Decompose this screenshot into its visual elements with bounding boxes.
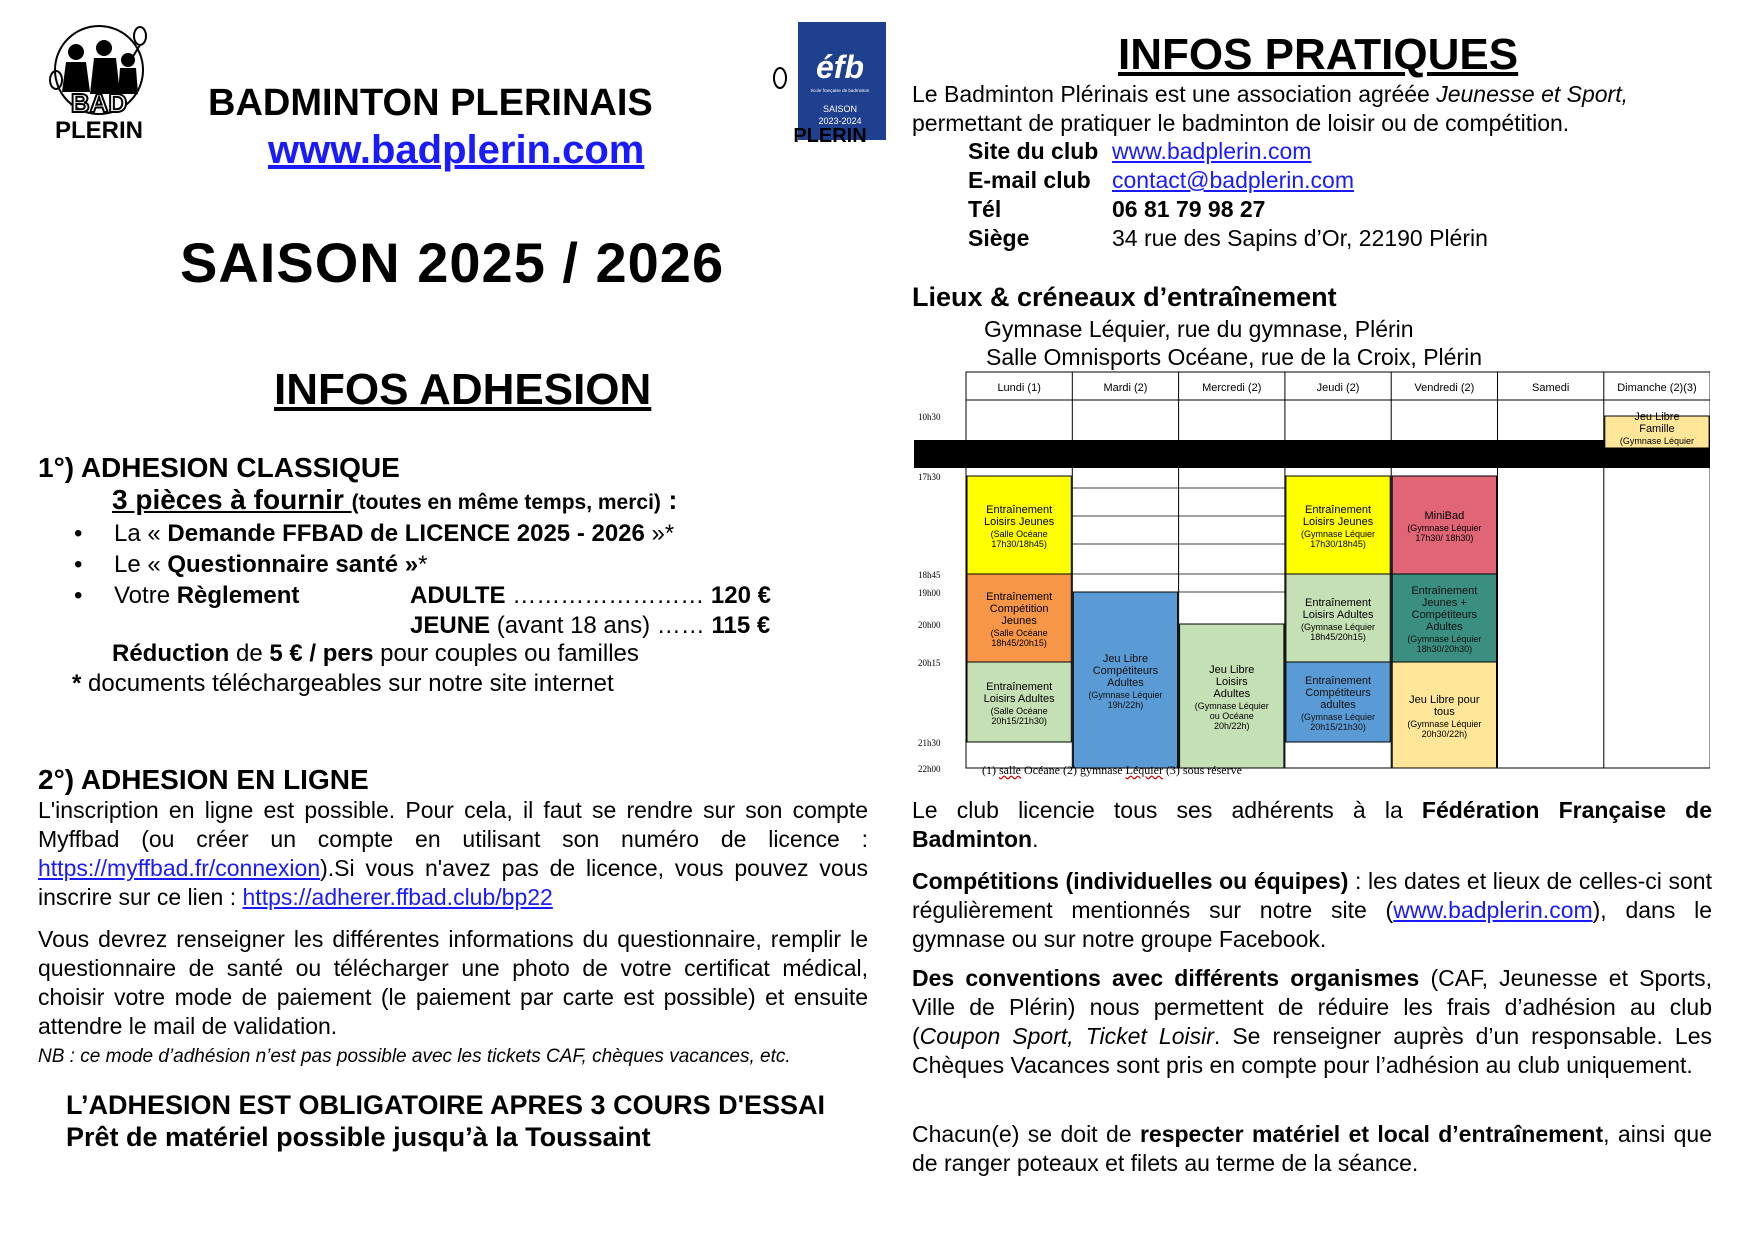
block-title: tous bbox=[1433, 706, 1455, 718]
time-label: 18h45 bbox=[918, 570, 941, 580]
block-detail: ou Océane bbox=[1209, 711, 1254, 721]
licence-text-c: . bbox=[1032, 826, 1039, 852]
block-title: Adultes bbox=[1213, 688, 1251, 700]
nb-note: NB : ce mode d’adhésion n’est pas possible avec les tickets CAF, chèques vacances, etc. bbox=[38, 1046, 791, 1067]
block-detail: 10h30/12h) bbox=[1634, 446, 1680, 456]
contact-label-siege: Siège bbox=[968, 225, 1030, 251]
bullet-dot: • bbox=[74, 551, 83, 578]
block-title: Jeu Libre bbox=[1209, 664, 1255, 676]
block-title: Loisirs Jeunes bbox=[983, 516, 1055, 528]
pieces-colon: : bbox=[660, 485, 678, 515]
block-detail: (Gymnase Léquier bbox=[1301, 622, 1376, 632]
licence-text-a: Le club licencie tous ses adhérents à la bbox=[912, 797, 1422, 823]
block-title: Loisirs bbox=[1215, 676, 1248, 688]
block-detail: (Gymnase Léquier bbox=[1301, 712, 1376, 722]
block-detail: (Gymnase Léquier bbox=[1619, 436, 1694, 446]
legend-b: Océane (2) gymnase bbox=[1021, 763, 1126, 777]
bullet-questionnaire-text bbox=[114, 551, 427, 579]
day-header: Jeudi (2) bbox=[1316, 382, 1360, 394]
block-detail: 17h30/ 18h30) bbox=[1415, 533, 1474, 543]
time-label: 22h00 bbox=[918, 764, 941, 774]
bullet-licence-text bbox=[114, 520, 674, 548]
licence-paragraph bbox=[912, 796, 1712, 854]
salle-oceane: Salle Omnisports Océane, rue de la Croix, Plérin bbox=[986, 344, 1482, 370]
block-detail: (Gymnase Léquier bbox=[1407, 523, 1482, 533]
bullet-questionnaire bbox=[74, 551, 428, 579]
price-adulte-dots: …………………… bbox=[505, 582, 711, 609]
intro-text-b: permettant de pratiquer le badminton de loisir ou de compétition. bbox=[912, 110, 1570, 136]
intro-italic: Jeunesse et Sport, bbox=[1436, 81, 1629, 107]
logo-plerin-text: PLERIN bbox=[54, 117, 144, 144]
adhesion-en-ligne-heading: 2°) ADHESION EN LIGNE bbox=[38, 764, 369, 795]
block-detail: 20h15/21h30) bbox=[991, 716, 1047, 726]
day-header: Samedi bbox=[1532, 382, 1570, 394]
bullet-post: »* bbox=[644, 520, 675, 547]
respect-text-a: Chacun(e) se doit de bbox=[912, 1121, 1140, 1147]
efb-brand-text: éfb bbox=[816, 49, 864, 85]
reduction-label: Réduction bbox=[112, 640, 230, 667]
block-title: Compétition bbox=[989, 603, 1049, 615]
day-header: Mercredi (2) bbox=[1202, 382, 1262, 394]
pieces-note: (toutes en même temps, merci) bbox=[351, 491, 661, 514]
block-detail: 20h15/21h30) bbox=[1310, 722, 1366, 732]
club-title: BADMINTON PLERINAIS bbox=[208, 82, 653, 124]
closed-band bbox=[914, 440, 1710, 468]
block-title: Jeunes + bbox=[1421, 597, 1467, 609]
bullet-pre: La « bbox=[114, 520, 168, 547]
season-title: SAISON 2025 / 2026 bbox=[180, 231, 725, 294]
reglement-pre: Votre bbox=[114, 582, 177, 609]
block-detail: 17h30/18h45) bbox=[1310, 539, 1366, 549]
contact-label-site: Site du club bbox=[968, 138, 1099, 164]
price-adulte-label: ADULTE bbox=[410, 582, 506, 609]
block-detail: (Gymnase Léquier bbox=[1407, 634, 1482, 644]
block-detail: 17h30/18h45) bbox=[991, 539, 1047, 549]
respect-bold: respecter matériel et local d’entraînement bbox=[1139, 1121, 1604, 1147]
infos-pratiques-heading: INFOS PRATIQUES bbox=[1118, 30, 1519, 79]
conventions-paragraph bbox=[912, 964, 1712, 1080]
block-title: Loisirs Adultes bbox=[1302, 609, 1374, 621]
pret-materiel-notice: Prêt de matériel possible jusqu’à la Toussaint bbox=[66, 1122, 651, 1152]
block-detail: 20h30/22h) bbox=[1421, 729, 1468, 739]
contact-label-tel: Tél bbox=[968, 196, 1002, 222]
block-detail: (Gymnase Léquier bbox=[1301, 529, 1376, 539]
bullet-post: * bbox=[418, 551, 428, 578]
infos-adhesion-heading: INFOS ADHESION bbox=[274, 365, 652, 414]
price-jeune-value: 115 € bbox=[711, 612, 771, 639]
competitions-text-a: : les dates et lieux de celles-ci sont régulièrement mentionnés sur notre site ( bbox=[912, 868, 1712, 923]
block-detail: (Gymnase Léquier bbox=[1194, 701, 1269, 711]
efb-logo bbox=[768, 20, 888, 144]
efb-plerin-text: PLERIN bbox=[793, 125, 867, 144]
block-title: Jeu Libre bbox=[1634, 411, 1680, 423]
reglement-label bbox=[114, 582, 299, 610]
block-title: Jeunes bbox=[1001, 615, 1037, 627]
block-title: Famille bbox=[1639, 423, 1675, 435]
block-title: Entraînement bbox=[1411, 585, 1478, 597]
conventions-italic: Coupon Sport, Ticket Loisir bbox=[919, 1023, 1214, 1049]
legend-a: (1) bbox=[982, 763, 999, 777]
schedule-legend bbox=[982, 763, 1242, 778]
myffbad-link[interactable]: https://myffbad.fr/connexion bbox=[38, 855, 321, 881]
time-label: 20h15 bbox=[918, 658, 941, 668]
block-title: Loisirs Adultes bbox=[983, 693, 1055, 705]
online-text-b: ).Si vous n'avez pas de licence, vous pouvez vous inscrire sur ce lien : bbox=[38, 855, 868, 910]
pieces-line bbox=[112, 484, 677, 516]
conventions-text-c: . Se renseigner auprès d’un responsable. Les Chèques Vacances sont pris en compte pour l’adhésion au club uniquement. bbox=[912, 1023, 1712, 1078]
day-header: Dimanche (2)(3) bbox=[1617, 382, 1697, 394]
time-label: 10h30 bbox=[918, 412, 941, 422]
block-title: Adultes bbox=[1107, 677, 1144, 689]
price-jeune-note: (avant 18 ans) …… bbox=[490, 612, 712, 639]
time-label: 19h00 bbox=[918, 588, 941, 598]
docs-text: documents téléchargeables sur notre site internet bbox=[81, 670, 614, 697]
docs-star: * bbox=[72, 670, 82, 697]
block-title: Compétiteurs bbox=[1305, 687, 1371, 699]
bad-plerin-logo bbox=[40, 22, 158, 148]
training-schedule bbox=[914, 368, 1710, 778]
competitions-label: Compétitions (individuelles ou équipes) bbox=[912, 868, 1349, 894]
contact-label-email: E-mail club bbox=[968, 167, 1091, 193]
day-header: Lundi (1) bbox=[997, 382, 1041, 394]
block-title: Entraînement bbox=[1305, 675, 1372, 687]
block-detail: (Gymnase Léquier bbox=[1407, 719, 1482, 729]
block-detail: (Gymnase Léquier bbox=[1088, 690, 1163, 700]
price-jeune-label: JEUNE bbox=[410, 612, 491, 639]
online-paragraph bbox=[38, 796, 868, 912]
price-adulte bbox=[410, 582, 771, 610]
docs-note bbox=[72, 670, 614, 698]
pieces-label: 3 pièces à fournir bbox=[112, 484, 352, 515]
block-detail: 18h30/20h30) bbox=[1416, 644, 1473, 654]
logo-bad-text: BAD bbox=[70, 88, 128, 118]
block-title: adultes bbox=[1320, 699, 1356, 711]
bullet-bold: Questionnaire santé » bbox=[167, 551, 419, 578]
reduction-line bbox=[112, 640, 639, 668]
competitions-site-link[interactable]: www.badplerin.com bbox=[1393, 897, 1593, 923]
club-website-link[interactable]: www.badplerin.com bbox=[268, 128, 645, 172]
block-title: Entraînement bbox=[986, 504, 1053, 516]
bullet-reglement bbox=[74, 582, 300, 610]
adherer-link[interactable]: https://adherer.ffbad.club/bp22 bbox=[242, 884, 553, 910]
bullet-dot: • bbox=[74, 582, 83, 609]
block-detail: (Salle Océane bbox=[990, 628, 1048, 638]
lieux-heading: Lieux & créneaux d’entraînement bbox=[912, 282, 1337, 312]
block-detail: 18h45/20h15) bbox=[1310, 632, 1366, 642]
block-detail: (Salle Océane bbox=[990, 706, 1048, 716]
block-title: Entraînement bbox=[986, 591, 1053, 603]
obligatoire-notice: L’ADHESION EST OBLIGATOIRE APRES 3 COURS D'ESSAI bbox=[66, 1090, 826, 1120]
respect-paragraph bbox=[912, 1120, 1712, 1178]
intro-text-a: Le Badminton Plérinais est une association agréée bbox=[912, 81, 1437, 107]
efb-saison-text: SAISON bbox=[822, 104, 858, 114]
intro-paragraph bbox=[912, 80, 1722, 138]
time-label: 12h00 bbox=[918, 444, 941, 454]
block-title: Compétiteurs bbox=[1092, 665, 1159, 677]
reduction-t1: de bbox=[229, 640, 270, 667]
block-title: Entraînement bbox=[1305, 504, 1372, 516]
bullet-licence bbox=[74, 520, 675, 548]
block-detail: (Salle Océane bbox=[990, 529, 1048, 539]
block-title: Entraînement bbox=[1305, 597, 1372, 609]
competitions-paragraph bbox=[912, 867, 1712, 954]
bullet-dot: • bbox=[74, 520, 83, 547]
conventions-text-a: (CAF, Jeunesse et Sports, Ville de Plérin) nous permettent de réduire les frais d’adhésion au club ( bbox=[912, 965, 1712, 1049]
licence-federation: Fédération Française de Badminton bbox=[912, 797, 1713, 852]
reduction-t2: pour couples ou familles bbox=[373, 640, 639, 667]
legend-b-u: Léquier bbox=[1125, 763, 1163, 777]
block-title: Jeu Libre pour bbox=[1409, 694, 1480, 706]
day-header: Vendredi (2) bbox=[1414, 382, 1475, 394]
contact-email-link[interactable]: contact@badplerin.com bbox=[1112, 167, 1354, 193]
bullet-bold: Demande FFBAD de LICENCE 2025 - 2026 bbox=[167, 520, 645, 547]
contact-site-link[interactable]: www.badplerin.com bbox=[1112, 138, 1312, 164]
block-detail: 19h/22h) bbox=[1107, 700, 1144, 710]
legend-c: (3) sous réserve bbox=[1162, 763, 1242, 777]
time-label: 20h00 bbox=[918, 620, 941, 630]
devrez-paragraph: Vous devrez renseigner les différentes informations du questionnaire, remplir le questionnaire de santé ou télécharger une photo de votre certificat médical, choisir votre mode de paiement (le paiement par carte est possible) et ensuite attendre le mail de validation. bbox=[38, 926, 868, 1039]
respect-text-c: , ainsi que de ranger poteaux et filets au terme de la séance. bbox=[912, 1121, 1712, 1176]
gym-lequier: Gymnase Léquier, rue du gymnase, Plérin bbox=[984, 316, 1414, 342]
legend-a-u: salle bbox=[999, 763, 1021, 777]
price-jeune bbox=[410, 612, 770, 640]
efb-caption-text: école française de badminton bbox=[810, 88, 870, 93]
conventions-label: Des conventions avec différents organismes bbox=[912, 965, 1420, 991]
price-adulte-value: 120 € bbox=[710, 582, 771, 609]
block-title: Loisirs Jeunes bbox=[1302, 516, 1374, 528]
block-title: MiniBad bbox=[1424, 510, 1465, 522]
contact-tel-value: 06 81 79 98 27 bbox=[1112, 196, 1266, 222]
efb-year-text: 2023-2024 bbox=[818, 116, 862, 126]
block-title: Adultes bbox=[1425, 621, 1463, 633]
competitions-text-c: ), dans le gymnase ou sur notre groupe Facebook. bbox=[912, 897, 1713, 952]
reglement-bold: Règlement bbox=[176, 582, 300, 609]
block-title: Entraînement bbox=[986, 681, 1053, 693]
online-text-a: L'inscription en ligne est possible. Pour cela, il faut se rendre sur son compte Myffbad (ou créer un compte en utilisant son numéro de licence : bbox=[38, 797, 868, 852]
block-detail: 18h45/20h15) bbox=[991, 638, 1047, 648]
block-detail: 20h/22h) bbox=[1213, 721, 1250, 731]
bullet-pre: Le « bbox=[114, 551, 168, 578]
time-label: 17h30 bbox=[918, 472, 941, 482]
adhesion-classique-heading: 1°) ADHESION CLASSIQUE bbox=[38, 452, 400, 483]
day-header: Mardi (2) bbox=[1103, 382, 1148, 394]
reduction-amount: 5 € / pers bbox=[269, 640, 374, 667]
time-label: 21h30 bbox=[918, 738, 941, 748]
contact-siege-value: 34 rue des Sapins d’Or, 22190 Plérin bbox=[1112, 225, 1488, 251]
block-title: Jeu Libre bbox=[1102, 653, 1149, 665]
block-title: Compétiteurs bbox=[1411, 609, 1478, 621]
